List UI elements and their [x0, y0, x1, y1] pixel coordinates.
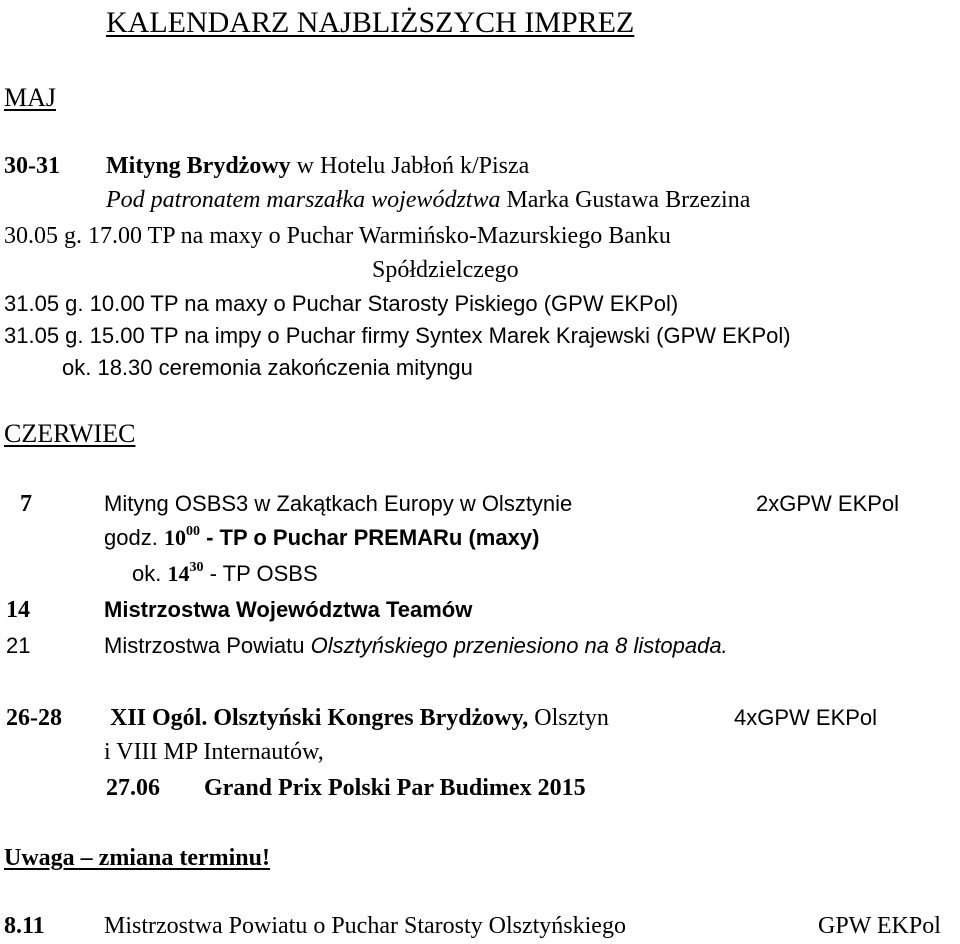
schedule-line: [104, 524, 539, 552]
event-place: w Hotelu Jabłoń k/Pisza: [290, 153, 530, 179]
event-date: 8.11: [4, 913, 45, 939]
gp-name: Grand Prix Polski Par Budimex 2015: [204, 775, 586, 801]
event-subtitle: i VIII MP Internautów,: [104, 739, 324, 765]
time-prefix: ok.: [132, 561, 162, 586]
event-date: 14: [6, 597, 30, 623]
time-minutes: 00: [185, 523, 200, 539]
schedule-line: 31.05 g. 10.00 TP na maxy o Puchar Starosty Piskiego (GPW EKPol): [4, 291, 679, 316]
patronage-text: Pod patronatem marszałka województwa: [106, 187, 501, 213]
event-name: XII Ogól. Olsztyński Kongres Brydżowy,: [110, 705, 529, 731]
event-description: [104, 632, 728, 660]
time-separator: - TP o Puchar PREMARu (maxy): [206, 525, 540, 550]
schedule-line: 31.05 g. 15.00 TP na impy o Puchar firmy Syntex Marek Krajewski (GPW EKPol): [4, 323, 791, 348]
event-title-line: [110, 704, 609, 732]
time-hour: 14: [167, 561, 190, 586]
event-category: 2xGPW EKPol: [756, 491, 900, 516]
schedule-line: 30.05 g. 17.00 TP na maxy o Puchar Warmińsko-Mazurskiego Banku: [4, 223, 671, 249]
schedule-line: ok. 18.30 ceremonia zakończenia mityngu: [62, 355, 473, 380]
event-description: Mistrzostwa Powiatu o Puchar Starosty Olsztyńskiego: [104, 913, 626, 939]
time-minutes: 30: [189, 559, 204, 575]
page-title: KALENDARZ NAJBLIŻSZYCH IMPREZ: [106, 6, 635, 39]
event-note: Olsztyńskiego przeniesiono na 8 listopada.: [310, 633, 728, 658]
time-hour: 10: [163, 525, 186, 550]
time-separator: - TP OSBS: [209, 561, 318, 586]
schedule-line-continued: Spółdzielczego: [372, 257, 519, 283]
patronage-name: Marka Gustawa Brzezina: [500, 187, 751, 213]
event-title-line: [106, 152, 529, 180]
event-title: Mistrzostwa Powiatu: [104, 633, 305, 658]
schedule-line: [132, 560, 318, 588]
event-date: 21: [6, 633, 31, 658]
month-heading-may: MAJ: [4, 83, 57, 112]
event-category: 4xGPW EKPol: [734, 705, 878, 730]
event-place: Olsztyn: [528, 705, 609, 731]
time-prefix: godz.: [104, 525, 158, 550]
event-name: Mityng Brydżowy: [106, 153, 291, 179]
event-date: 30-31: [4, 153, 60, 179]
gp-date: 27.06: [106, 775, 160, 801]
event-category: GPW EKPol: [818, 913, 941, 939]
event-patronage-line: [106, 186, 750, 214]
event-description: Mistrzostwa Województwa Teamów: [104, 597, 473, 622]
event-description: Mityng OSBS3 w Zakątkach Europy w Olsztynie: [104, 491, 573, 516]
event-date: 7: [20, 491, 32, 517]
month-heading-june: CZERWIEC: [4, 419, 136, 448]
event-date: 26-28: [6, 705, 62, 731]
change-notice: Uwaga – zmiana terminu!: [4, 845, 270, 871]
